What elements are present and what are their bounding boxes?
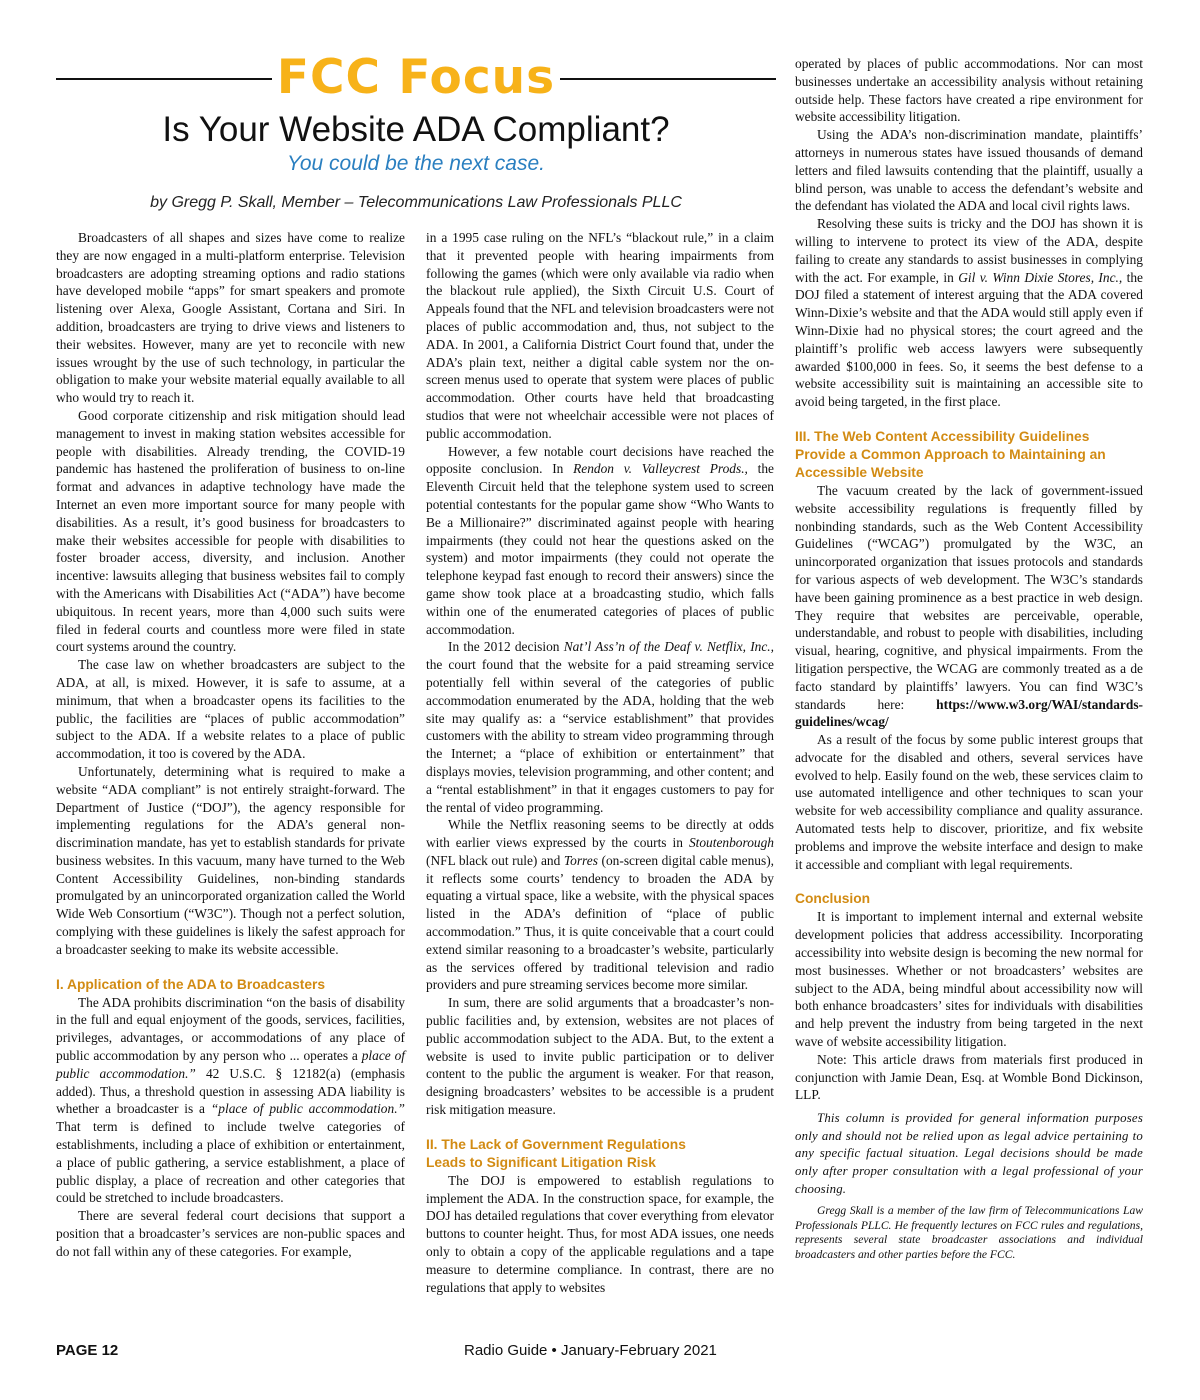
article-byline: by Gregg P. Skall, Member – Telecommunications Law Professionals PLLC — [150, 194, 682, 211]
paragraph: in a 1995 case ruling on the NFL’s “blackout rule,” in a claim that it prevented people with hearing impairments from following the games (which were only available via radio when the blackout rule applied), the Sixth Circuit U.S. Court of Appeals found that the NFL and television broadcasters were not places of public accommodation and, thus, not subject to the ADA. In 2001, a California District Court found that, under the ADA’s plain text, neither a digital cable system nor the on-screen menus used to operate that system were places of public accommodation. Other courts have held that broadcasting studios that were not wheelchair accessible were not places of public accommodation. — [426, 230, 774, 441]
paragraph: However, a few notable court decisions have reached the opposite conclusion. In Rendon v. Valleycrest Prods., the Eleventh Circuit held that the telephone system used to screen potential contestants for the popular game show “Who Wants to Be a Millionaire?” discriminated against people with hearing impairments (they could not hear the questions asked on the system) and motor impairments (they could not operate the telephone keypad fast enough to record their answers) since the game show took place at a broadcasting studio, which falls within one of the enumerated categories of places of public accommodation. — [426, 443, 774, 637]
paragraph: In the 2012 decision Nat’l Ass’n of the Deaf v. Netflix, Inc., the court found that the website for a paid streaming service potentially fell within several of the categories of public accommodation enumerated by the ADA, holding that the web site may qualify as: a “service establishment” that provides customers with the ability to stream video programming through the Internet; a “place of exhibition or entertainment” that displays movies, television programming, and other content; and a “rental establishment” in that it engages customers to pay for the rental of video programming. — [426, 639, 775, 815]
paragraph: In sum, there are solid arguments that a broadcaster’s non-public facilities and, by extension, websites are not places of public accommodation subject to the ADA. But, to the extent a website is used to invite public participation or to deliver content to the public the argument is weaker. For that reason, designing broadcasters’ websites to be accessible is a prudent risk mitigation measure. — [426, 995, 774, 1118]
page-number: PAGE 12 — [56, 1342, 119, 1359]
column-1 — [56, 229, 405, 1261]
disclaimer: This column is provided for general information purposes only and should not be relied upon as legal advice pertaining to any specific factual situation. Legal decisions should be made only after proper consultation with a legal professional of your choosing. — [795, 1111, 1143, 1196]
paragraph: As a result of the focus by some public interest groups that advocate for the disabled and others, several services have evolved to help. Easily found on the web, these services claim to use automated intelligence and other techniques to scan your website for web accessibility compliance and quality assurance. Automated tests help to discover, prioritize, and fix website problems and improve the website interface and design to make it accessible and compliant with legal requirements. — [795, 732, 1143, 872]
section-heading: III. The Web Content Accessibility Guidelines Provide a Common Approach to Maintaining an Accessible Website — [795, 428, 1106, 480]
paragraph: It is important to implement internal and external website development policies that address accessibility. Incorporating accessibility into website design is becoming the new normal for most businesses. Whether or not broadcasters’ websites are subject to the ADA, being mindful about accessibility now will both enhance broadcasters’ sites for individuals with disabilities and help prevent the industry from being targeted in the next wave of website accessibility litigation. — [795, 909, 1143, 1050]
paragraph: Unfortunately, determining what is required to make a website “ADA compliant” is not entirely straight-forward. The Department of Justice (“DOJ”), the agency responsible for implementing regulations for the ADA’s general non-discrimination mandate, has yet to establish standards for private business websites. In this vacuum, many have turned to the Web Content Accessibility Guidelines, non-binding standards promulgated by an unincorporated organization called the World Wide Web Consortium (“W3C”). Though not a perfect solution, complying with these guidelines is likely the safest approach for a broadcaster seeking to make its website accessible. — [56, 763, 405, 957]
paragraph: While the Netflix reasoning seems to be directly at odds with earlier views expressed by the courts in Stoutenborough (NFL black out rule) and Torres (on-screen digital cable menus), it reflects some courts’ tendency to broaden the ADA by equating a virtual space, like a website, with the physical spaces listed in the ADA’s definition of “place of public accommodation.” Thus, it is quite conceivable that a court could extend similar reasoning to a broadcaster’s website, particularly as the services offered by traditional television and radio providers and pure streaming services become more similar. — [426, 817, 775, 993]
publication-info: Radio Guide • January-February 2021 — [464, 1342, 717, 1359]
paragraph: Resolving these suits is tricky and the DOJ has shown it is willing to intervene to protect its view of the ADA, despite failing to create any standards to assist businesses in complying with the act. For example, in Gil v. Winn Dixie Stores, Inc., the DOJ filed a statement of interest arguing that the ADA covered Winn-Dixie’s website and that the ADA would still apply even if Winn-Dixie had no physical stores; the court agreed and the plaintiff’s prolific web access lawyers were subsequently awarded $100,000 in fees. So, it seems the best defense to a website accessibility suit is maintaining an accessible site to avoid being targeted, in the first place. — [795, 216, 1143, 410]
paragraph: The case law on whether broadcasters are subject to the ADA, at all, is mixed. However, it is safe to assume, at a minimum, that when a broadcaster opens its facilities to the public, the facilities are “places of public accommodation” subject to the ADA. If a website relates to a place of public accommodation, it too is covered by the ADA. — [56, 657, 405, 762]
page-footer — [56, 1340, 1144, 1362]
paragraph: operated by places of public accommodations. Nor can most businesses undertake an accessibility analysis without retaining outside help. These factors have created a ripe environment for website accessibility litigation. — [795, 56, 1143, 125]
paragraph: Broadcasters of all shapes and sizes have come to realize they are now engaged in a multi-platform enterprise. Television broadcasters are adopting streaming options and radio stations have developed mobile “apps” for smart speakers and promote listening over Alexa, Google Assistant, Cortana and Siri. In addition, broadcasters are trying to drive views and listeners to their websites. However, many are yet to reconcile with new issues wrought by the use of such technology, in particular the obligation to make your website material equally available to all who would try to reach it. — [56, 230, 405, 406]
paragraph: Good corporate citizenship and risk mitigation should lead management to invest in making station websites accessible for people with disabilities. Already trending, the COVID-19 pandemic has hastened the proliferation of business to on-line format and advances in adaptive technology have made the Internet an even more important source for many people with disabilities. As a result, it’s good business for broadcasters to make their websites accessible for people with disabilities to foster broader access, diversity, and inclusion. Another incentive: lawsuits alleging that business websites fail to comply with the Americans with Disabilities Act (“ADA”) have become ubiquitous. In recent years, more than 4,000 such suits were filed in federal courts and countless more were filed in state court systems around the country. — [56, 407, 405, 655]
section-heading: II. The Lack of Government Regulations Leads to Significant Litigation Risk — [426, 1136, 686, 1170]
article-title: Is Your Website ADA Compliant? — [162, 110, 670, 149]
wcag-link: https://www.w3.org/WAI/standards-guidelines/wcag/ — [795, 696, 1143, 730]
author-bio: Gregg Skall is a member of the law firm of Telecommunications Law Professionals PLLC. He frequently lectures on FCC rules and regulations, represents several state broadcaster associations and individual broadcasters and other parties before the FCC. — [795, 1204, 1143, 1261]
paragraph: Note: This article draws from materials first produced in conjunction with Jamie Dean, Esq. at Womble Bond Dickinson, LLP. — [795, 1051, 1143, 1103]
paragraph: The DOJ is empowered to establish regulations to implement the ADA. In the construction space, for example, the DOJ has detailed regulations that cover everything from elevator buttons to counter height. Thus, for most ADA issues, one needs only to obtain a copy of the applicable regulations and a tape measure to determine compliance. In contrast, there are no regulations that apply to websites — [426, 1172, 774, 1295]
paragraph: The ADA prohibits discrimination “on the basis of disability in the full and equal enjoyment of the goods, services, facilities, privileges, advantages, or accommodations of any place of public accommodation by any person who ... operates a place of public accommodation.” 42 U.S.C. § 12182(a) (emphasis added). Thus, a threshold question in assessing ADA liability is whether a broadcaster is a “place of public accommodation.” That term is defined to include twelve categories of establishments, including a place of exhibition or entertainment, a place of public gathering, a service establishment, a place of public display, a place of recreation and other categories that could be stretched to include broadcasters. — [56, 994, 405, 1206]
section-heading: I. Application of the ADA to Broadcasters — [56, 976, 326, 992]
paragraph: There are several federal court decisions that support a position that a broadcaster’s services are non-public spaces and do not fall within any of these categories. For example, — [56, 1208, 405, 1259]
paragraph: Using the ADA’s non-discrimination mandate, plaintiffs’ attorneys in numerous states have issued thousands of demand letters and filed lawsuits contending that the plaintiff, usually a blind person, was unable to access the defendant’s website and the defendant has violated the ADA and local civil rights laws. — [795, 127, 1143, 214]
paragraph: The vacuum created by the lack of government-issued website accessibility regulations is frequently filled by nonbinding standards, such as the Web Content Accessibility Guidelines (“WCAG”) promulgated by the W3C, an unincorporated organization that issues protocols and standards for various aspects of web development. The W3C’s standards have been gaining prominence as a best practice in web design. They require that websites are perceivable, operable, understandable, and robust to people with disabilities, including visual, hearing, cognitive, and physical impairments. From the litigation perspective, the WCAG are commonly treated as a de facto standard by plaintiffs’ lawyers. You can find W3C’s standards here: https://www.w3.org/WAI/standards-guidelines/wcag/ — [795, 482, 1143, 730]
column-3 — [795, 55, 1143, 1263]
article-deck: You could be the next case. — [286, 152, 546, 175]
column-brand: FCC Focus — [276, 50, 556, 105]
section-heading: Conclusion — [795, 891, 871, 907]
masthead — [56, 50, 776, 110]
column-2 — [426, 229, 774, 1296]
